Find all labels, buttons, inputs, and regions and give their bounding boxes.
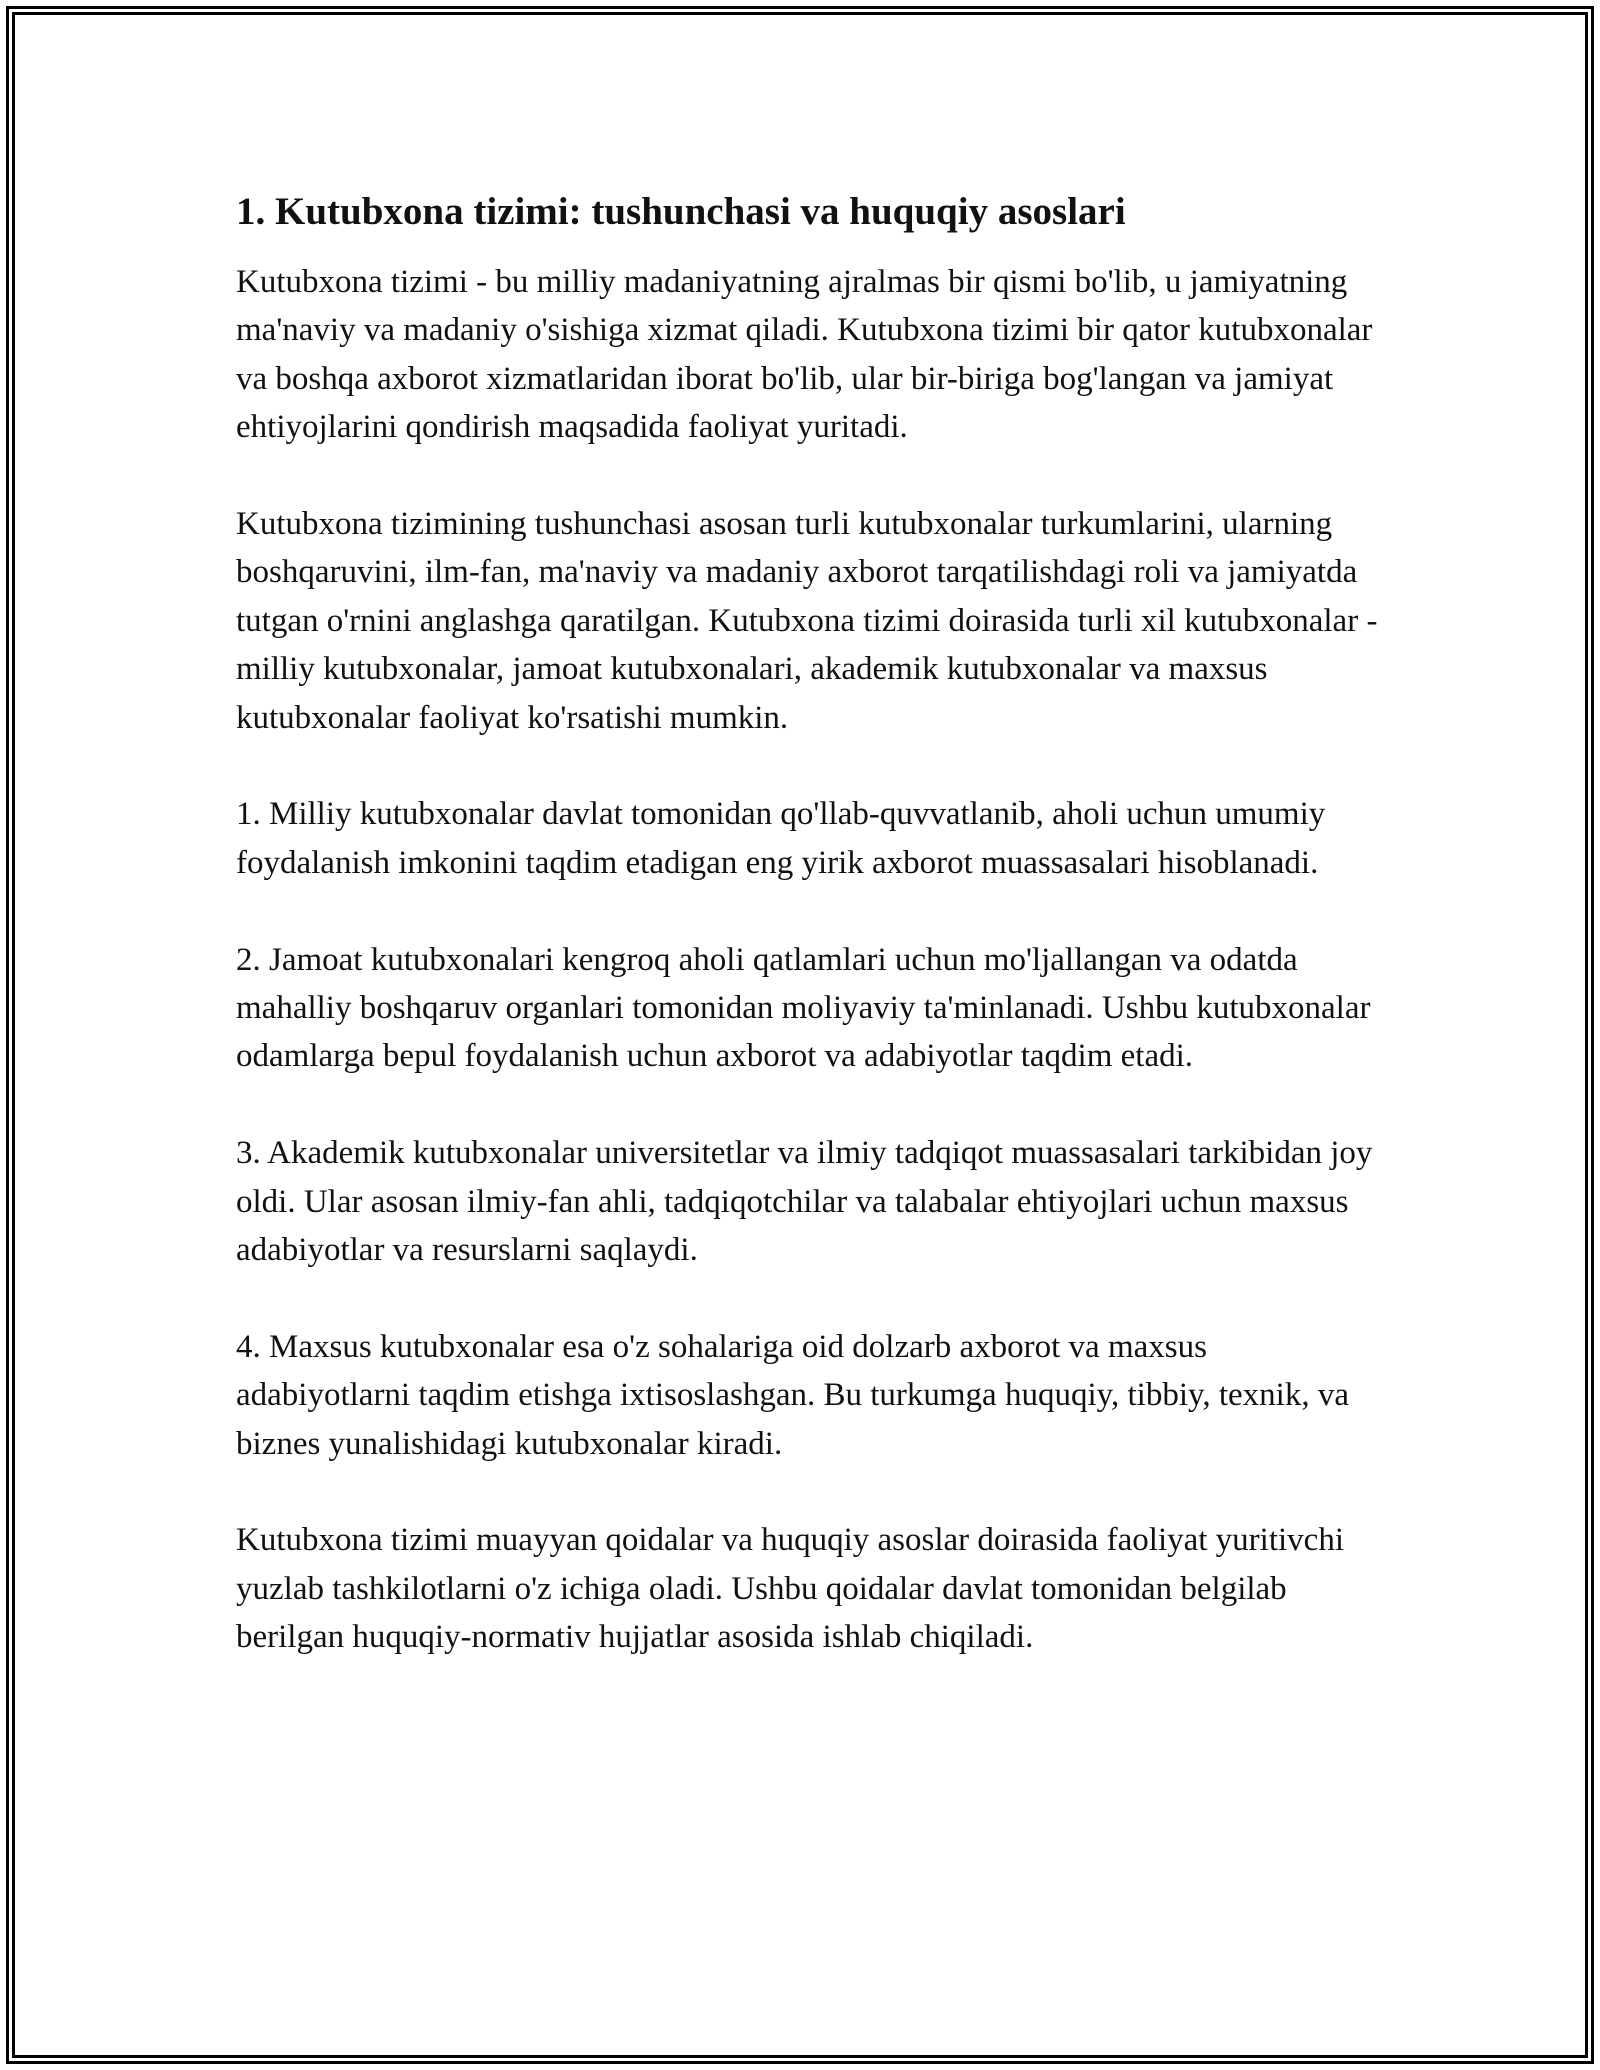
paragraph-national-libraries: 1. Milliy kutubxonalar davlat tomonidan qo'llab-quvvatlanib, aholi uchun umumiy foydalanish imkonini taqdim etadigan eng yirik axborot muassasalari hisoblanadi. <box>236 796 1326 881</box>
paragraph-concept: Kutubxona tizimining tushunchasi asosan turli kutubxonalar turkumlarini, ularning boshqaruvini, ilm-fan, ma'naviy va madaniy axborot tarqatilishdagi roli va jamiyatda tutgan o'rnini anglashga qaratilgan. Kutubxona tizimi doirasida turli xil kutubxonalar - milliy kutubxonalar, jamoat kutubxonalari, akademik kutubxonalar va maxsus kutubxonalar faoliyat ko'rsatishi mumkin. <box>236 506 1378 736</box>
paragraph-academic-libraries: 3. Akademik kutubxonalar universitetlar va ilmiy tadqiqot muassasalari tarkibidan joy oldi. Ular asosan ilmiy-fan ahli, tadqiqotchilar va talabalar ehtiyojlari uchun maxsus adabiyotlar va resurslarni saqlaydi. <box>236 1135 1373 1269</box>
document-title: 1. Kutubxona tizimi: tushunchasi va huquqiy asoslari <box>236 190 1126 233</box>
paragraph-intro: Kutubxona tizimi - bu milliy madaniyatning ajralmas bir qismi bo'lib, u jamiyatning ma'naviy va madaniy o'sishiga xizmat qiladi. Kutubxona tizimi bir qator kutubxonalar va boshqa axborot xizmatlaridan iborat bo'lib, ular bir-biriga bog'langan va jamiyat ehtiyojlarini qondirish maqsadida faoliyat yuritadi. <box>236 264 1373 446</box>
paragraph-special-libraries: 4. Maxsus kutubxonalar esa o'z sohalariga oid dolzarb axborot va maxsus adabiyotlarni taqdim etishga ixtisoslashgan. Bu turkumga huquqiy, tibbiy, texnik, va biznes yunalishidagi kutubxonalar kiradi. <box>236 1328 1349 1462</box>
paragraph-legal-basis: Kutubxona tizimi muayyan qoidalar va huquqiy asoslar doirasida faoliyat yuritivchi yuzlab tashkilotlarni o'z ichiga oladi. Ushbu qoidalar davlat tomonidan belgilab berilgan huquqiy-normativ hujjatlar asosida ishlab chiqiladi. <box>236 1522 1344 1656</box>
paragraph-public-libraries: 2. Jamoat kutubxonalari kengroq aholi qatlamlari uchun mo'ljallangan va odatda mahalliy boshqaruv organlari tomonidan moliyaviy ta'minlanadi. Ushbu kutubxonalar odamlarga bepul foydalanish uchun axborot va adabiyotlar taqdim etadi. <box>236 941 1371 1075</box>
document-body <box>236 188 1386 1710</box>
